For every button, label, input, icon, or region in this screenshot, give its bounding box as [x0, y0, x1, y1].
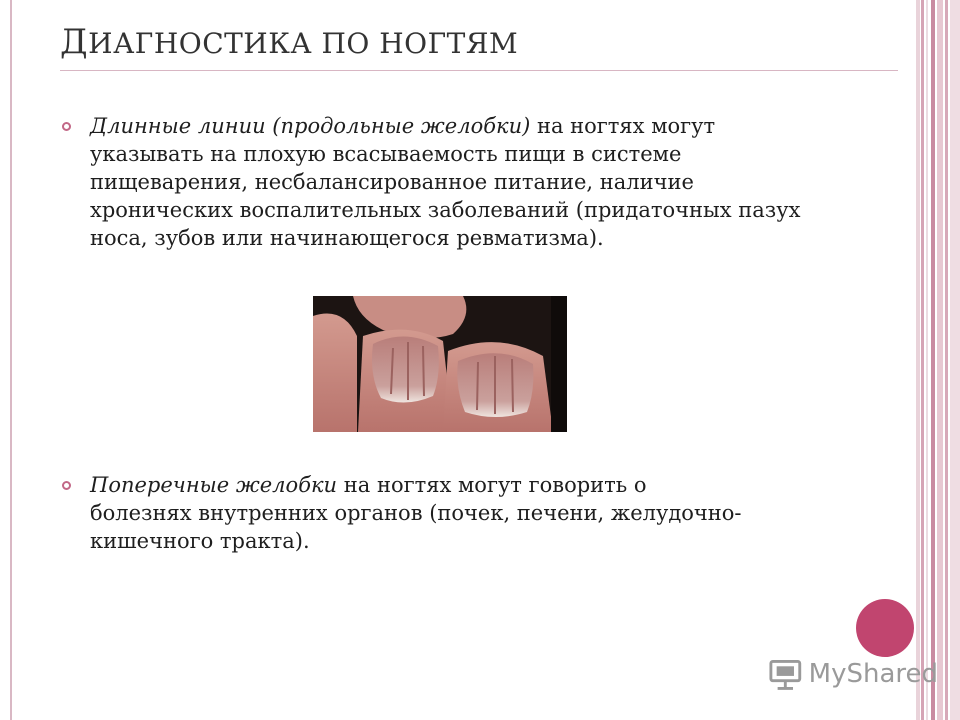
decor-stripe — [937, 0, 943, 720]
decor-stripe — [926, 0, 928, 720]
decor-stripe — [916, 0, 920, 720]
bullet-paragraph-1 — [90, 112, 810, 252]
fingernails-illustration — [313, 296, 567, 432]
bullet-2-italic: Поперечные желобки — [90, 473, 338, 497]
bullet-1-text: на ногтях могут указывать на плохую всасываемость пищи в системе пищеварения, несбалансированное питание, наличие хронических воспалительных заболеваний (придаточных пазух носа, зубов или начинающегося ревматизма). — [90, 114, 801, 250]
bullet-2-text: на ногтях могут говорить о болезнях внутренних органов (почек, печени, желудочно-кишечного тракта). — [90, 473, 742, 553]
title-initial: Д — [60, 22, 89, 62]
left-border-line — [10, 0, 12, 720]
decor-stripe — [945, 0, 948, 720]
decor-stripe — [921, 0, 924, 720]
title-underline — [60, 70, 898, 71]
decor-stripe — [931, 0, 935, 720]
bullet-1-italic: Длинные линии (продольные желобки) — [90, 114, 531, 138]
presentation-icon — [768, 656, 803, 692]
decor-stripe — [950, 0, 960, 720]
watermark-brand: MyShared — [808, 659, 938, 689]
bullet-icon — [62, 481, 71, 490]
title-rest: ИАГНОСТИКА ПО НОГТЯМ — [88, 27, 519, 60]
accent-circle — [856, 599, 914, 657]
bullet-paragraph-2 — [90, 471, 750, 555]
slide-title — [60, 22, 518, 62]
fingernails-photo — [313, 296, 567, 432]
watermark — [768, 654, 938, 694]
bullet-icon — [62, 122, 71, 131]
